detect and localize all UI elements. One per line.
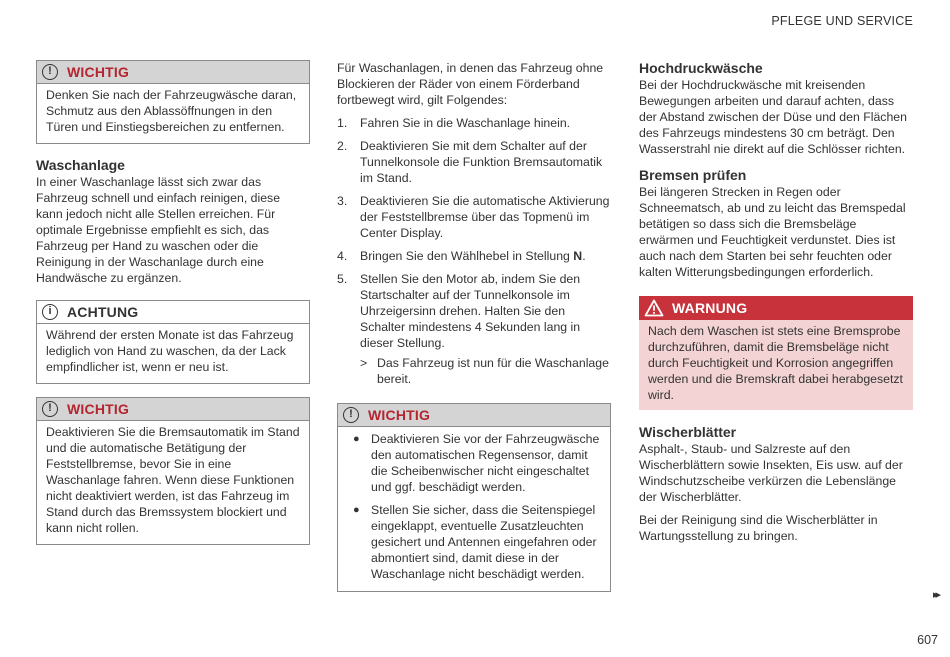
notice-box-wichtig-2 <box>36 397 310 545</box>
column-left <box>36 60 310 545</box>
bullet-icon: ● <box>353 433 360 445</box>
exclamation-icon: ! <box>42 64 58 80</box>
notice-header <box>37 398 309 421</box>
notice-title: WICHTIG <box>368 407 431 423</box>
warning-title: WARNUNG <box>672 300 748 316</box>
notice-header <box>37 61 309 84</box>
notice-text: Deaktivieren Sie die Bremsautomatik im Stand und die automatische Betätigung der Feststellbremse, bevor Sie in eine Waschanlage fahren. Wenn diese Funktionen nicht deaktiviert werden, ist das Fahrzeug im Stand durch das Bremssystem blockiert und kann nicht rollen. <box>46 425 300 535</box>
notice-box-achtung <box>36 300 310 384</box>
list-item: 5. Stellen Sie den Motor ab, indem Sie den Startschalter auf der Tunnelkonsole im Uhrzeigersinn drehen. Halten Sie den Schalter mindestens 4 Sekunden lang in dieser Stellung. <box>337 272 581 350</box>
section-header: PFLEGE UND SERVICE <box>771 14 913 28</box>
paragraph-wischerblaetter-2: Bei der Reinigung sind die Wischerblätter in Wartungsstellung zu bringen. <box>639 513 878 543</box>
step-result: > Das Fahrzeug ist nun für die Waschanlage bereit. <box>360 356 609 386</box>
list-item: 2. Deaktivieren Sie mit dem Schalter auf der Tunnelkonsole die Funktion Bremsautomatik im Stand. <box>337 139 603 185</box>
paragraph-hochdruckwaesche: Bei der Hochdruckwäsche mit kreisenden Bewegungen arbeiten und darauf achten, dass der Abstand zwischen der Düse und den Flächen des Fahrzeugs mindestens 30 cm beträgt. Den Wasserstrahl nie direkt auf die Schlösser richten. <box>639 78 907 156</box>
notice-box-wichtig-3 <box>337 403 611 592</box>
warning-header <box>639 296 913 320</box>
info-icon: i <box>42 304 58 320</box>
exclamation-icon: ! <box>42 401 58 417</box>
bullet-icon: ● <box>353 504 360 516</box>
paragraph-wischerblaetter-1: Asphalt-, Staub- und Salzreste auf den Wischerblättern sowie Insekten, Eis usw. auf der Windschutzscheibe verkürzen die Lebenslänge der Wischerblätter. <box>639 442 903 504</box>
notice-title: WICHTIG <box>67 401 130 417</box>
page-number: 607 <box>917 633 938 647</box>
list-item: ● Deaktivieren Sie vor der Fahrzeugwäsche den automatischen Regensensor, damit die Scheibenwischer nicht eingeschaltet und ggf. beschädigt werden. <box>353 432 600 494</box>
warning-text: Nach dem Waschen ist stets eine Bremsprobe durchzuführen, damit die Bremsbeläge nicht durch Feuchtigkeit und Korrosion angegriffen werden und die Bremskraft dabei herabgesetzt wird. <box>648 324 903 402</box>
heading-waschanlage: Waschanlage <box>36 157 125 173</box>
notice-header <box>338 404 610 427</box>
notice-title: WICHTIG <box>67 64 130 80</box>
next-page-arrows-icon: ▸▸ <box>932 589 938 601</box>
warning-triangle-icon <box>644 299 664 317</box>
column-middle <box>337 60 611 592</box>
paragraph-waschanlage: In einer Waschanlage lässt sich zwar das Fahrzeug schnell und einfach reinigen, diese kann jedoch nicht alle Stellen erreichen. Für optimale Ergebnisse empfiehlt es sich, das Fahrzeug per Hand zu waschen oder die Reinigung in der Waschanlage durch eine Handwäsche zu ergänzen. <box>36 175 281 285</box>
column-right <box>639 60 913 544</box>
heading-bremsen-pruefen: Bremsen prüfen <box>639 167 747 183</box>
bullet-list <box>347 431 601 582</box>
warning-box <box>639 296 913 410</box>
heading-hochdruckwaesche: Hochdruckwäsche <box>639 60 763 76</box>
list-item: 3. Deaktivieren Sie die automatische Aktivierung der Feststellbremse über das Topmenü im Center Display. <box>337 194 610 240</box>
result-arrow: > <box>360 356 368 370</box>
list-item: 4. Bringen Sie den Wählhebel in Stellung N. <box>337 249 586 263</box>
exclamation-icon: ! <box>343 407 359 423</box>
heading-wischerblaetter: Wischerblätter <box>639 424 737 440</box>
paragraph-bremsen-pruefen: Bei längeren Strecken in Regen oder Schneematsch, ab und zu leicht das Bremspedal betätigen so dass sich die Bremsbeläge erwärmen und Feuchtigkeit verdunstet. Dies ist auch nach dem Starten bei sehr feuchten oder kalten Witterungsbedingungen erforderlich. <box>639 185 906 279</box>
steps-list <box>337 115 611 351</box>
list-item: 1. Fahren Sie in die Waschanlage hinein. <box>337 116 571 130</box>
notice-box-wichtig <box>36 60 310 144</box>
notice-header <box>37 301 309 324</box>
list-item: ● Stellen Sie sicher, dass die Seitenspiegel eingeklappt, eventuelle Zusatzleuchten gesichert und Antennen eingefahren oder abmontiert sind, damit diese in der Waschanlage nicht beschädigt werden. <box>353 503 597 581</box>
notice-text: Während der ersten Monate ist das Fahrzeug lediglich von Hand zu waschen, da der Lack empfindlicher ist, wenn er neu ist. <box>46 328 294 374</box>
notice-body <box>338 427 610 591</box>
paragraph-intro: Für Waschanlagen, in denen das Fahrzeug ohne Blockieren der Räder von einem Förderband fortbewegt wird, gilt Folgendes: <box>337 61 604 107</box>
notice-title: ACHTUNG <box>67 304 139 320</box>
notice-text: Denken Sie nach der Fahrzeugwäsche daran, Schmutz aus den Ablassöffnungen in den Türen und Einstiegsbereichen zu entfernen. <box>46 88 297 134</box>
